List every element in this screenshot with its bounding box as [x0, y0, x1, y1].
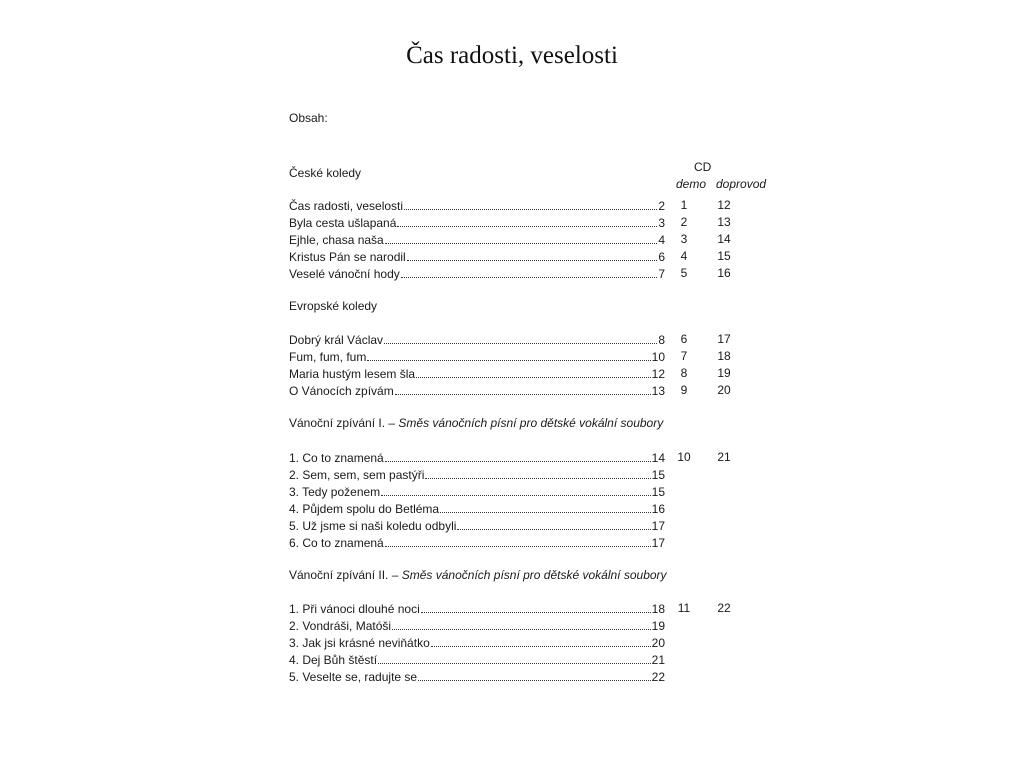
cd-demo-header: demo [676, 177, 707, 191]
cd-demo-track: 6 [680, 332, 688, 346]
entry-page-number: 19 [651, 619, 665, 633]
toc-entry [289, 517, 665, 533]
cd-doprovod-header: doprovod [716, 177, 767, 191]
toc-entry [289, 500, 665, 516]
dot-leader [431, 646, 651, 647]
dot-leader [381, 495, 650, 496]
toc-entry [289, 466, 665, 482]
cd-doprovod-track: 22 [717, 601, 731, 615]
dot-leader [404, 209, 657, 210]
entry-title: 4. Dej Bůh štěstí [289, 653, 378, 667]
dot-leader [384, 343, 657, 344]
entry-page-number: 2 [658, 199, 665, 213]
entry-page-number: 22 [651, 670, 665, 684]
section-heading-subtitle: Směs vánočních písní pro dětské vokální soubory [398, 416, 664, 430]
cd-doprovod-track: 21 [717, 450, 731, 464]
toc-entry [289, 534, 665, 550]
entry-page-number: 17 [651, 519, 665, 533]
toc-entry [289, 331, 665, 347]
entry-title: O Vánocích zpívám [289, 384, 394, 398]
entry-page-number: 14 [651, 451, 665, 465]
toc-entry [289, 382, 665, 398]
toc-entry [289, 248, 665, 264]
dot-leader [385, 243, 658, 244]
toc-entry [289, 348, 665, 364]
entry-title: Veselé vánoční hody [289, 267, 400, 281]
toc-entry [289, 634, 665, 650]
dot-leader [397, 226, 657, 227]
cd-doprovod-track: 19 [717, 366, 731, 380]
cd-doprovod-track: 18 [717, 349, 731, 363]
entry-page-number: 17 [651, 536, 665, 550]
toc-entry [289, 265, 665, 281]
entry-page-number: 13 [651, 384, 665, 398]
entry-page-number: 20 [651, 636, 665, 650]
toc-entry [289, 600, 665, 616]
entry-page-number: 12 [651, 367, 665, 381]
toc-entry [289, 617, 665, 633]
entry-title: 5. Už jsme si naši koledu odbyli [289, 519, 457, 533]
entry-title: Byla cesta ušlapaná [289, 216, 397, 230]
entry-page-number: 8 [658, 333, 665, 347]
entry-title: 5. Veselte se, radujte se [289, 670, 418, 684]
dot-leader [401, 277, 658, 278]
cd-doprovod-track: 17 [717, 332, 731, 346]
entry-title: Maria hustým lesem šla [289, 367, 416, 381]
toc-entry [289, 214, 665, 230]
section-heading-subtitle: Směs vánočních písní pro dětské vokální soubory [401, 568, 667, 582]
dot-leader [425, 478, 650, 479]
dot-leader [378, 663, 651, 664]
toc-entry [289, 449, 665, 465]
dot-leader [367, 360, 650, 361]
section-heading-title: Evropské koledy [289, 299, 378, 313]
cd-doprovod-track: 15 [717, 249, 731, 263]
toc-entry [289, 483, 665, 499]
cd-doprovod-track: 14 [717, 232, 731, 246]
entry-page-number: 10 [651, 350, 665, 364]
entry-page-number: 16 [651, 502, 665, 516]
entry-page-number: 7 [658, 267, 665, 281]
entry-title: 3. Jak jsi krásné neviňátko [289, 636, 430, 650]
section-heading [289, 568, 667, 582]
cd-doprovod-track: 16 [717, 266, 731, 280]
page-title: Čas radosti, veselosti [406, 42, 618, 69]
cd-demo-track: 10 [677, 450, 691, 464]
dot-leader [392, 629, 651, 630]
dot-leader [395, 394, 651, 395]
section-heading-title: Vánoční zpívání I. – [289, 416, 399, 430]
entry-title: 1. Při vánoci dlouhé noci [289, 602, 420, 616]
dot-leader [385, 461, 651, 462]
contents-label: Obsah: [289, 111, 328, 125]
dot-leader [440, 512, 651, 513]
cd-demo-track: 2 [680, 215, 688, 229]
dot-leader [385, 546, 651, 547]
entry-page-number: 6 [658, 250, 665, 264]
toc-entry [289, 231, 665, 247]
dot-leader [418, 680, 651, 681]
dot-leader [421, 612, 651, 613]
section-heading [289, 416, 663, 430]
entry-page-number: 3 [658, 216, 665, 230]
entry-title: 2. Sem, sem, sem pastýři [289, 468, 425, 482]
cd-demo-track: 8 [680, 366, 688, 380]
dot-leader [457, 529, 650, 530]
dot-leader [407, 260, 658, 261]
entry-title: Kristus Pán se narodil [289, 250, 406, 264]
entry-page-number: 4 [658, 233, 665, 247]
entry-page-number: 21 [651, 653, 665, 667]
cd-column-label: CD [694, 160, 712, 174]
toc-entry [289, 668, 665, 684]
entry-title: Ejhle, chasa naša [289, 233, 384, 247]
toc-entry [289, 365, 665, 381]
dot-leader [416, 377, 651, 378]
toc-entry [289, 197, 665, 213]
cd-demo-track: 7 [680, 349, 688, 363]
cd-demo-track: 1 [680, 198, 688, 212]
cd-doprovod-track: 20 [717, 383, 731, 397]
entry-title: 2. Vondráši, Matóši [289, 619, 392, 633]
cd-demo-track: 5 [680, 266, 688, 280]
entry-title: 1. Co to znamená [289, 451, 384, 465]
entry-page-number: 15 [651, 468, 665, 482]
entry-title: 4. Půjdem spolu do Betléma [289, 502, 440, 516]
entry-title: Dobrý král Václav [289, 333, 384, 347]
cd-doprovod-track: 13 [717, 215, 731, 229]
cd-demo-track: 3 [680, 232, 688, 246]
cd-demo-track: 11 [677, 601, 691, 615]
entry-page-number: 18 [651, 602, 665, 616]
entry-title: Čas radosti, veselosti [289, 199, 404, 213]
section-heading [289, 299, 377, 313]
cd-doprovod-track: 12 [717, 198, 731, 212]
toc-entry [289, 651, 665, 667]
entry-title: Fum, fum, fum [289, 350, 367, 364]
cd-demo-track: 4 [680, 249, 688, 263]
section-heading [289, 166, 361, 180]
entry-title: 3. Tedy poženem [289, 485, 381, 499]
entry-title: 6. Co to znamená [289, 536, 384, 550]
entry-page-number: 15 [651, 485, 665, 499]
section-heading-title: České koledy [289, 166, 362, 180]
cd-demo-track: 9 [680, 383, 688, 397]
section-heading-title: Vánoční zpívání II. – [289, 568, 402, 582]
